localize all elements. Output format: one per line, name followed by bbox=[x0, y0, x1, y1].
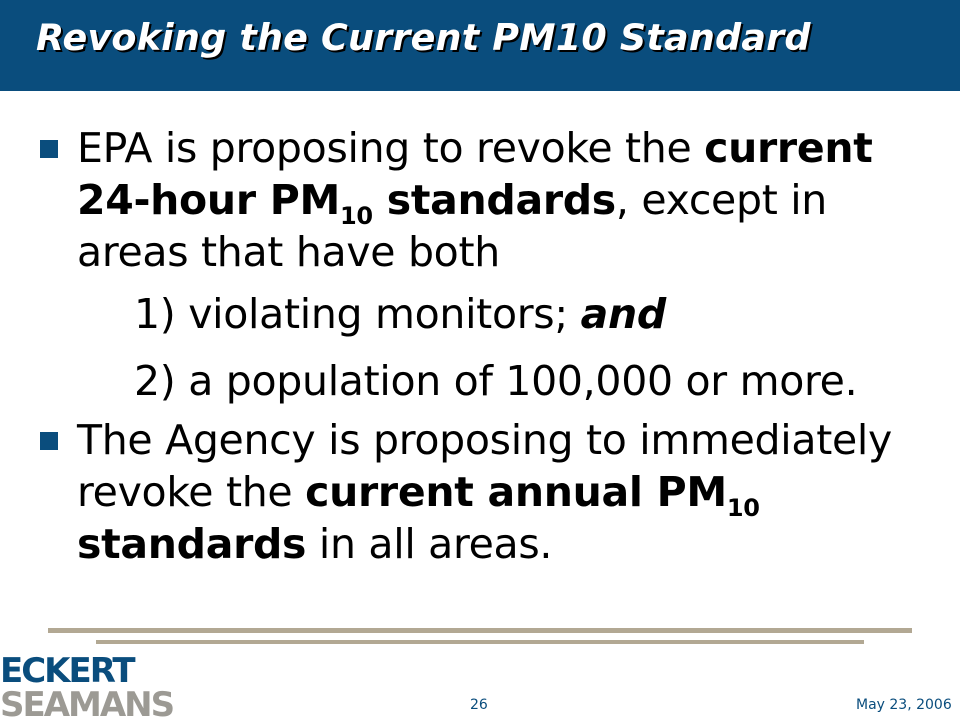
bullet-1-line-1 bbox=[77, 122, 937, 174]
bullet-square-icon bbox=[40, 140, 58, 158]
bullet-1-bold-standards: standards bbox=[372, 176, 616, 224]
logo-text-seamans: SEAMANS bbox=[0, 685, 174, 725]
bullet-2-line-3 bbox=[77, 518, 937, 570]
bullet-1-text-end: areas that have both bbox=[77, 228, 500, 276]
list-item-1 bbox=[134, 288, 666, 340]
bullet-2-line-1 bbox=[77, 414, 937, 466]
page-number: 26 bbox=[470, 697, 488, 713]
bullet-2-text: The Agency is proposing to immediately bbox=[77, 416, 892, 464]
bullet-2-bold-annual: current annual PM bbox=[305, 468, 727, 516]
bullet-2-text-2: revoke the bbox=[77, 468, 306, 516]
footer-date: May 23, 2006 bbox=[856, 697, 952, 713]
bullet-1-bold-pm: 24-hour PM bbox=[77, 176, 340, 224]
title-bar bbox=[0, 0, 960, 91]
subscript-10: 10 bbox=[726, 494, 760, 522]
eckert-seamans-logo bbox=[0, 651, 174, 725]
list-item-1-emphasis: and bbox=[580, 290, 666, 338]
bullet-square-icon bbox=[40, 432, 58, 450]
bullet-1-bold-current: current bbox=[704, 124, 873, 172]
bullet-2-text-end: in all areas. bbox=[306, 520, 553, 568]
footer-rule-top bbox=[48, 628, 912, 633]
list-item-2-text: 2) a population of 100,000 or more. bbox=[134, 357, 858, 405]
bullet-1-text: EPA is proposing to revoke the bbox=[77, 124, 705, 172]
bullet-1-line-3 bbox=[77, 226, 937, 278]
bullet-1-text-rest: , except in bbox=[615, 176, 827, 224]
bullet-2-bold-standards: standards bbox=[77, 520, 307, 568]
bullet-1-line-2 bbox=[77, 174, 937, 230]
list-item-2 bbox=[134, 355, 857, 407]
slide-title: Revoking the Current PM10 Standard bbox=[36, 16, 811, 59]
bullet-2-line-2 bbox=[77, 466, 937, 522]
logo-text-eckert: ECKERT bbox=[0, 651, 134, 691]
footer-rule-bottom bbox=[96, 640, 864, 644]
list-item-1-text: 1) violating monitors; bbox=[134, 290, 581, 338]
subscript-10: 10 bbox=[339, 202, 373, 230]
